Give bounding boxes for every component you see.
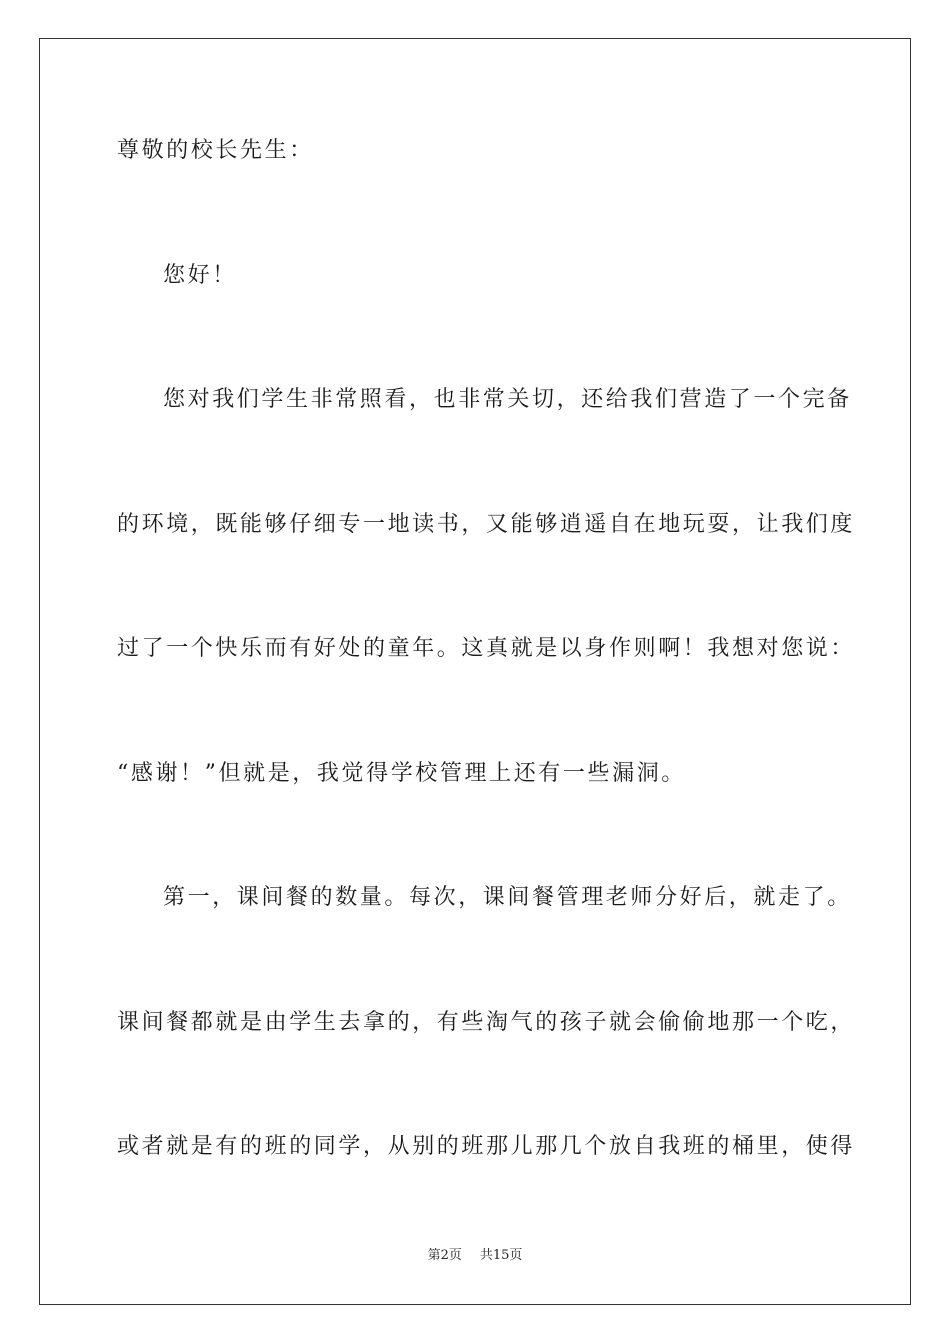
page-footer [0,1247,950,1265]
paragraph-line: 您对我们学生非常照看，也非常关切，还给我们营造了一个完备 [163,387,852,412]
paragraph-line: 第一，课间餐的数量。每次，课间餐管理老师分好后，就走了。 [163,885,852,910]
paragraph-line: 过了一个快乐而有好处的童年。这真就是以身作则啊！我想对您说： [117,636,856,661]
paragraph-line: 的环境，既能够仔细专一地读书，又能够逍遥自在地玩耍，让我们度 [117,512,856,537]
paragraph-line: 课间餐都就是由学生去拿的，有些淘气的孩子就会偷偷地那一个吃， [117,1010,856,1035]
greeting: 您好！ [163,263,237,288]
salutation: 尊敬的校长先生： [117,138,314,163]
page-border [39,38,911,1305]
paragraph-line: 或者就是有的班的同学，从别的班那儿那几个放自我班的桶里，使得 [117,1134,856,1159]
paragraph-line: “感谢！”但就是，我觉得学校管理上还有一些漏洞。 [117,761,686,786]
page-total: 共15页 [479,1248,523,1263]
page-number: 第2页 [427,1248,462,1263]
